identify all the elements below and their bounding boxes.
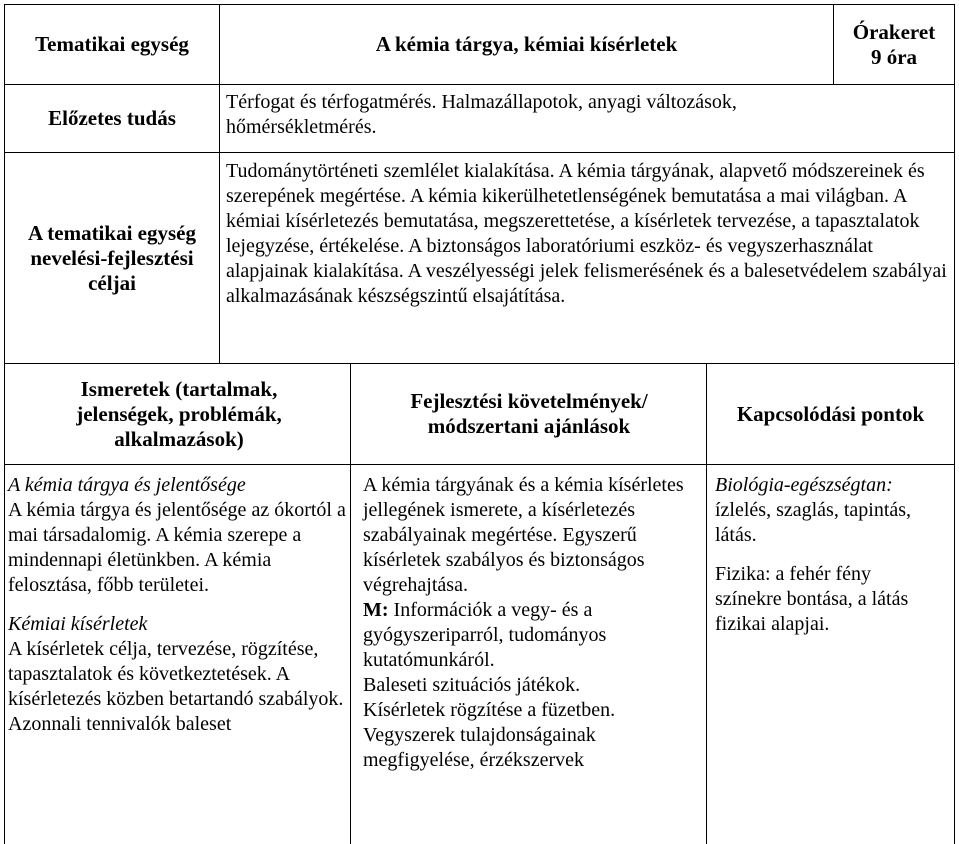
unit-title: A kémia tárgya, kémiai kísérletek [375, 32, 678, 56]
hours-value: 9 óra [870, 44, 918, 69]
prior-knowledge-label: Előzetes tudás [48, 106, 176, 130]
knowledge-section-text: A kísérletek célja, tervezése, rögzítése, tapasztalatok és következtetések. A kísérletezés közben betartandó szabályok. Azonnali tennivalók baleset [8, 638, 344, 735]
connections-header: Kapcsolódási pontok [736, 401, 925, 426]
unit-label: Tematikai egység [35, 32, 189, 56]
goals-text: Tudománytörténeti szemlélet kialakítása. A kémia tárgyának, alapvető módszereinek és szerepének megértése. A kémia kikerülhetetlenségének bemutatása a mai világban. A kémiai kísérletezés bemutatása, megszerettetése, a kísérletek tervezése, a tapasztalatok lejegyzése, értékelése. A biztonságos laboratóriumi eszköz- és vegyszerhasználat alapjainak kialakítása. A veszélyességi jelek felismerésének és a balesetvédelem szabályai alkalmazásának készségszintű elsajátítása. [226, 160, 947, 307]
connections-content [715, 473, 939, 637]
row-divider-4 [4, 464, 955, 465]
hours-cell [834, 5, 954, 84]
requirements-method [363, 598, 685, 673]
knowledge-content [8, 473, 346, 737]
knowledge-section-title: A kémia tárgya és jelentősége [8, 474, 246, 496]
connection-text: Fizika: a fehér fény színekre bontása, a látás fizikai alapjai. [715, 563, 909, 635]
method-text: Információk a vegy- és a gyógyszeriparról, tudományos kutatómunkáról. [363, 599, 607, 671]
curriculum-table [4, 4, 955, 844]
border-right [954, 4, 955, 844]
prior-knowledge-text: Térfogat és térfogatmérés. Halmazállapotok, anyagi változások, hőmérsékletmérés. [226, 91, 737, 138]
requirements-content [363, 473, 685, 773]
requirements-text: Vegyszerek tulajdonságainak megfigyelése, érzékszervek [363, 724, 596, 771]
requirements-text: Baleseti szituációs játékok. [363, 674, 581, 696]
knowledge-section-text: A kémia tárgya és jelentősége az ókortól a mai társadalomig. A kémia szerepe a mindennapi életünkben. A kémia felosztása, főbb területei. [8, 499, 346, 596]
goals-label: A tematikai egység nevelési-fejlesztési céljai [28, 220, 196, 295]
requirements-text: Kísérletek rögzítése a füzetben. [363, 699, 616, 721]
col-divider-knowledge [350, 364, 351, 844]
knowledge-section-title: Kémiai kísérletek [8, 613, 148, 635]
knowledge-header: Ismeretek (tartalmak, jelenségek, problémák, alkalmazások) [76, 376, 282, 451]
hours-label: Órakeret [852, 19, 936, 44]
method-label: M: [363, 599, 389, 621]
requirements-text: A kémia tárgyának és a kémia kísérletes jellegének ismerete, a kísérletezés szabályainak megértése. Egyszerű kísérletek szabályos és biztonságos végrehajtása. [363, 474, 684, 596]
connection-subject: Biológia-egészségtan: [715, 474, 893, 496]
requirements-header: Fejlesztési követelmények/ módszertani ajánlások [410, 389, 648, 438]
connection-text: ízlelés, szaglás, tapintás, látás. [715, 499, 912, 546]
